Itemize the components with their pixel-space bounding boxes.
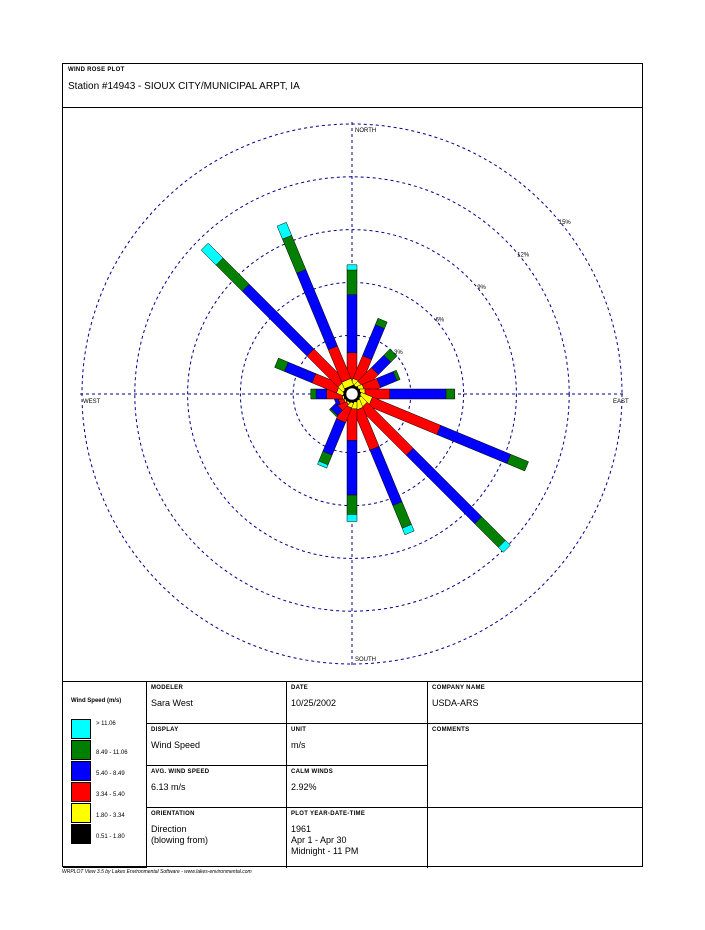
petal-segment-S xyxy=(347,514,357,521)
petal-segment-NW xyxy=(216,258,249,291)
ring-label: 3% xyxy=(393,349,403,356)
legend-label: 0.51 - 1.80 xyxy=(96,834,125,840)
petal-segment-NW xyxy=(242,284,314,356)
compass-north: NORTH xyxy=(355,128,377,134)
date-value: 10/25/2002 xyxy=(291,698,337,708)
legend-label: 3.34 - 5.40 xyxy=(96,792,125,798)
plot-label: WIND ROSE PLOT xyxy=(68,67,125,73)
legend-title: Wind Speed (m/s) xyxy=(71,698,122,704)
petal-segment-NNE xyxy=(362,325,384,360)
legend-label: 8.49 - 11.06 xyxy=(96,750,128,756)
unit-value: m/s xyxy=(291,740,306,750)
ring-label: 15% xyxy=(558,219,571,226)
petal-segment-NNW xyxy=(282,235,305,273)
petal-segment-WNW xyxy=(284,362,315,383)
station-title: Station #14943 - SIOUX CITY/MUNICIPAL ARPT, IA xyxy=(68,81,300,92)
petal-segment-SE xyxy=(475,517,506,548)
unit-label: UNIT xyxy=(291,727,307,733)
calm-value: 2.92% xyxy=(291,782,317,792)
ring-label: 6% xyxy=(435,317,445,324)
date-label: DATE xyxy=(291,685,309,691)
modeler-value: Sara West xyxy=(151,698,193,708)
footer-credit: WRPLOT View 3.5 by Lakes Environmental Software - www.lakes-environmental.com xyxy=(62,869,252,875)
petal-segment-ESE xyxy=(437,425,511,463)
compass-west: WEST xyxy=(83,399,101,405)
petal-segment-W xyxy=(311,389,316,399)
display-value: Wind Speed xyxy=(151,740,201,750)
plot-period-label: PLOT YEAR-DATE-TIME xyxy=(291,811,366,817)
avg-speed-label: AVG. WIND SPEED xyxy=(151,769,210,775)
avg-speed-value: 6.13 m/s xyxy=(151,782,186,792)
ring-label: 12% xyxy=(517,252,530,259)
display-label: DISPLAY xyxy=(151,727,179,733)
orientation-label: ORIENTATION xyxy=(151,811,195,817)
petal-segment-N xyxy=(347,270,357,295)
petal-segment-S xyxy=(347,440,357,495)
petal-segment-SE xyxy=(406,448,482,524)
petal-segment-SSW xyxy=(323,419,346,455)
calm-label: CALM WINDS xyxy=(291,769,333,775)
legend-label: > 11.06 xyxy=(96,721,116,727)
modeler-label: MODELER xyxy=(151,685,184,691)
petal-segment-ESE xyxy=(507,454,529,471)
legend-label: 1.80 - 3.34 xyxy=(96,813,125,819)
legend-label: 5.40 - 8.49 xyxy=(96,771,125,777)
petal-segment-N xyxy=(347,265,357,270)
petal-segment-E xyxy=(446,389,455,399)
petal-segment-W xyxy=(316,389,327,399)
petal-segment-SSE xyxy=(393,502,412,529)
petal-segment-S xyxy=(347,495,357,514)
compass-south: SOUTH xyxy=(355,657,376,663)
company-value: USDA-ARS xyxy=(432,698,479,708)
orientation-value: Direction (blowing from) xyxy=(151,824,209,845)
plot-period-value: 1961 Apr 1 - Apr 30 Midnight - 11 PM xyxy=(291,824,359,856)
ring-label: 9% xyxy=(477,284,486,291)
petal-segment-E xyxy=(390,389,446,399)
petal-segment-N xyxy=(347,295,357,353)
petal-segment-SSE xyxy=(370,446,402,505)
calm-circle xyxy=(346,388,358,400)
comments-label: COMMENTS xyxy=(432,727,470,733)
company-label: COMPANY NAME xyxy=(432,685,486,691)
compass-east: EAST xyxy=(613,399,629,405)
